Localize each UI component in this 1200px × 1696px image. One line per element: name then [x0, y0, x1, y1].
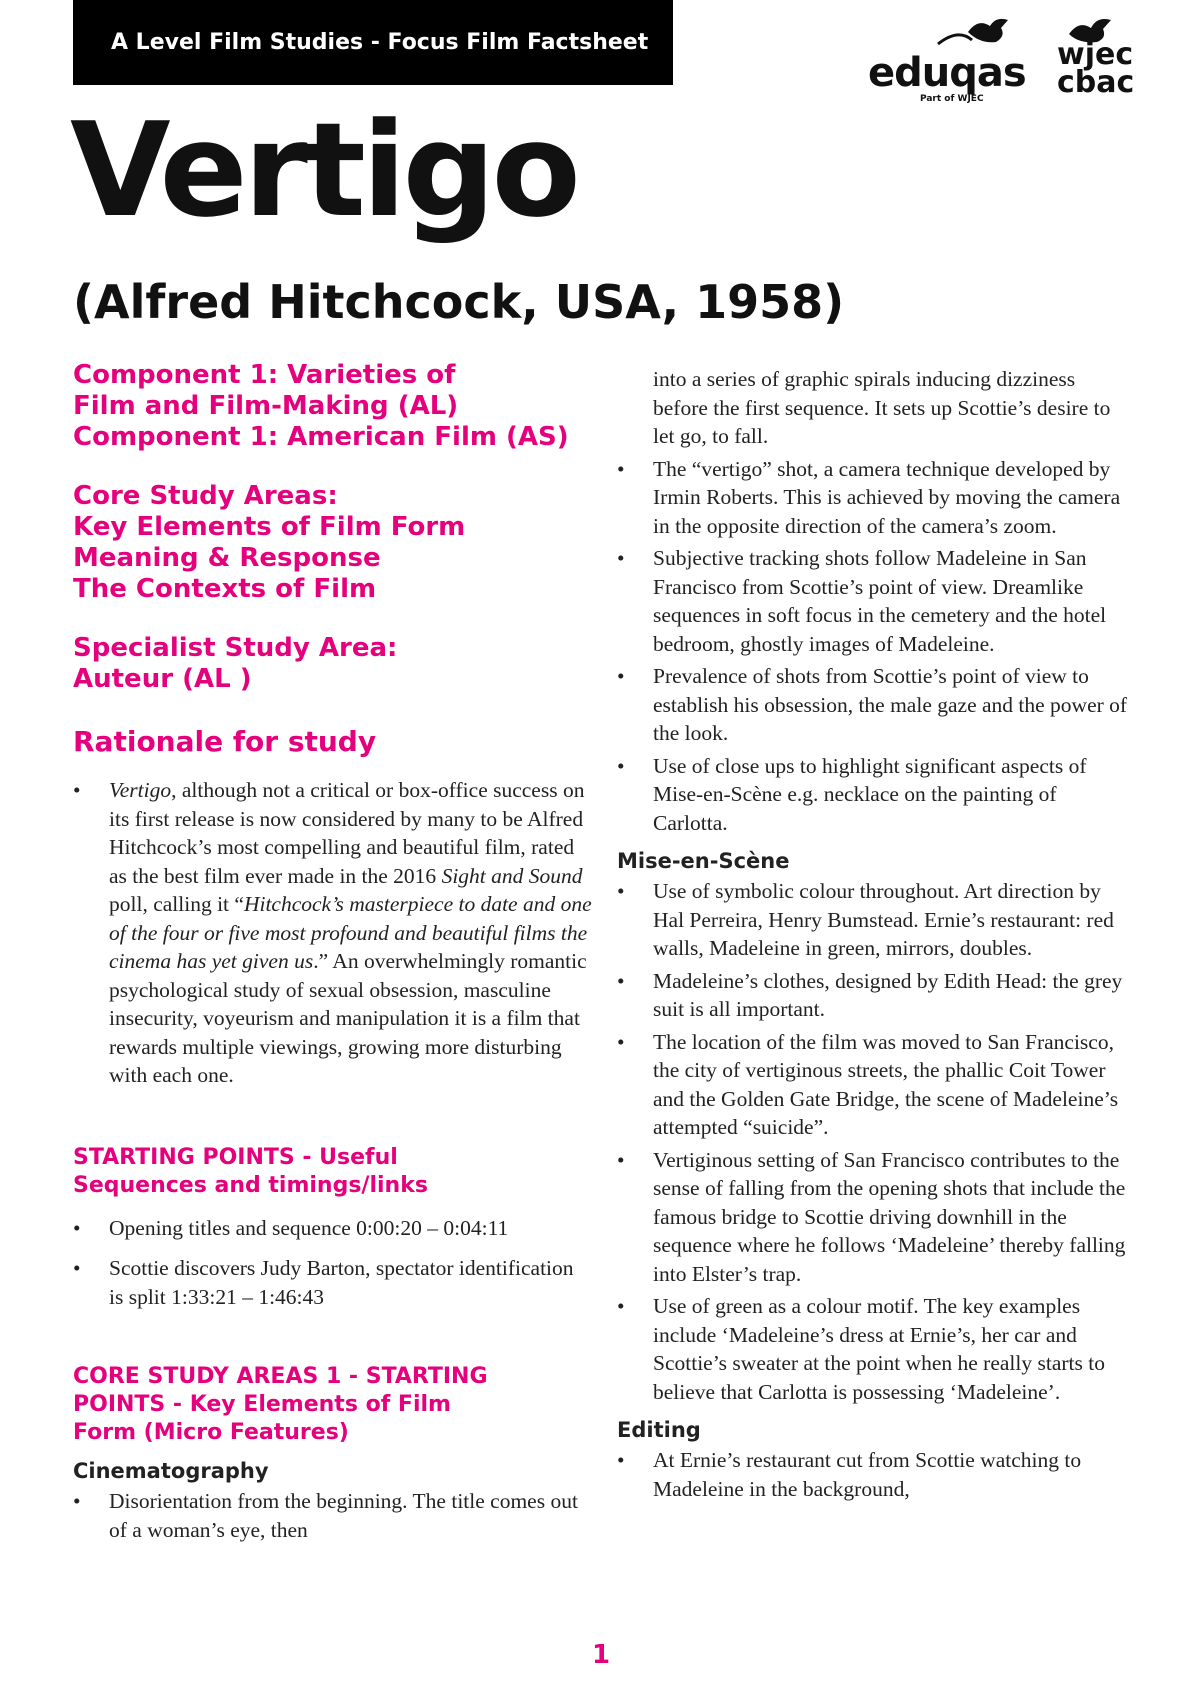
left-column: [73, 360, 593, 1548]
rationale-heading: Rationale for study: [73, 725, 377, 758]
component-line: Component 1: Varieties of: [73, 360, 456, 390]
core-study-line: The Contexts of Film: [73, 574, 377, 604]
list-item: • Use of close ups to highlight significant aspects of Mise-en-Scène e.g. necklace on the painting of Carlotta.: [617, 752, 1132, 838]
core-study-line: Core Study Areas:: [73, 481, 338, 511]
list-item: • The location of the film was moved to San Francisco, the city of vertiginous streets, the phallic Coit Tower and the Golden Gate Bridge, the scene of Madeleine’s attempted “suicide”.: [617, 1028, 1132, 1142]
editing-list: [617, 1446, 1132, 1503]
cinematography-continuation: into a series of graphic spirals inducing dizziness before the first sequence. It sets up Scottie’s desire to let go, to fall.: [653, 367, 1111, 448]
cinematography-list-start: [73, 1487, 593, 1544]
page-number: 1: [591, 1640, 611, 1670]
editing-heading: Editing: [617, 1418, 701, 1442]
mise-en-scene-heading: Mise-en-Scène: [617, 849, 790, 873]
list-item: • Subjective tracking shots follow Madeleine in San Francisco from Scottie’s point of view. Dreamlike sequences in soft focus in the cemetery and the hotel bedroom, ghostly images of Madeleine.: [617, 544, 1132, 658]
list-item: • Scottie discovers Judy Barton, spectator identification is split 1:33:21 – 1:46:43: [73, 1254, 593, 1311]
eduqas-logo: [868, 10, 1028, 104]
core-study-line: Meaning & Response: [73, 543, 381, 573]
wjec-wordmark: wjec: [1057, 37, 1134, 72]
right-column: [617, 365, 1132, 1507]
list-item: • Vertigo, although not a critical or box-office success on its first release is now considered by many to be Alfred Hitchcock’s most compelling and beautiful film, rated as the best film ever made in the 2016 Sight and Sound poll, calling it “Hitchcock’s masterpiece to date and one of the four or five most profound and beautiful films the cinema has yet given us.” An overwhelmingly romantic psychological study of sexual obsession, masculine insecurity, voyeurism and manipulation it is a film that rewards multiple viewings, growing more disturbing with each one.: [73, 776, 593, 1090]
list-item: • Disorientation from the beginning. The title comes out of a woman’s eye, then: [73, 1487, 593, 1544]
mise-en-scene-list: [617, 877, 1132, 1406]
starting-points-list: [73, 1214, 593, 1312]
list-item: • Opening titles and sequence 0:00:20 – 0:04:11: [73, 1214, 593, 1243]
specialist-line: Specialist Study Area:: [73, 633, 398, 663]
header-bar: [73, 0, 673, 85]
list-item: • Use of green as a colour motif. The key examples include ‘Madeleine’s dress at Ernie’s, her car and Scottie’s sweater at the point when he really starts to believe that Carlotta is possessing ‘Madeleine’.: [617, 1292, 1132, 1406]
list-item: • Madeleine’s clothes, designed by Edith Head: the grey suit is all important.: [617, 967, 1132, 1024]
specialist-line: Auteur (AL ): [73, 664, 252, 694]
cinematography-list: [617, 455, 1132, 838]
specialist-block: [73, 633, 593, 695]
list-item: • Use of symbolic colour throughout. Art direction by Hal Perreira, Henry Bumstead. Ernie’s restaurant: red walls, Madeleine in green, mirrors, doubles.: [617, 877, 1132, 963]
component-line: Film and Film-Making (AL): [73, 391, 459, 421]
page-subtitle: (Alfred Hitchcock, USA, 1958): [73, 275, 845, 329]
list-item: • Prevalence of shots from Scottie’s point of view to establish his obsession, the male gaze and the power of the look.: [617, 662, 1132, 748]
components-block: [73, 360, 593, 453]
header-label: A Level Film Studies - Focus Film Factsheet: [111, 30, 649, 55]
component-line: Component 1: American Film (AS): [73, 422, 569, 452]
core-areas-heading: Form (Micro Features): [73, 1420, 349, 1445]
starting-points-heading: STARTING POINTS - Useful: [73, 1144, 398, 1170]
list-item: • At Ernie’s restaurant cut from Scottie watching to Madeleine in the background,: [617, 1446, 1132, 1503]
eduqas-wordmark: eduqas: [868, 50, 1026, 96]
cinematography-heading: Cinematography: [73, 1459, 269, 1483]
starting-points-heading: Sequences and timings/links: [73, 1172, 428, 1198]
cbac-wordmark: cbac: [1057, 65, 1135, 100]
core-areas-heading: POINTS - Key Elements of Film: [73, 1392, 451, 1417]
eduqas-subtext: Part of WJEC: [920, 94, 984, 104]
core-study-block: [73, 481, 593, 605]
page-title: Vertigo: [70, 94, 577, 246]
rationale-list: [73, 776, 593, 1090]
wjec-logo: [1055, 10, 1135, 100]
list-item: • The “vertigo” shot, a camera technique developed by Irmin Roberts. This is achieved by moving the camera in the opposite direction of the camera’s zoom.: [617, 455, 1132, 541]
core-areas-heading: CORE STUDY AREAS 1 - STARTING: [73, 1364, 488, 1389]
list-item: • Vertiginous setting of San Francisco contributes to the sense of falling from the opening shots that include the famous bridge to Scottie driving downhill in the sequence where he follows ‘Madeleine’ thereby falling into Elster’s trap.: [617, 1146, 1132, 1289]
core-study-line: Key Elements of Film Form: [73, 512, 466, 542]
